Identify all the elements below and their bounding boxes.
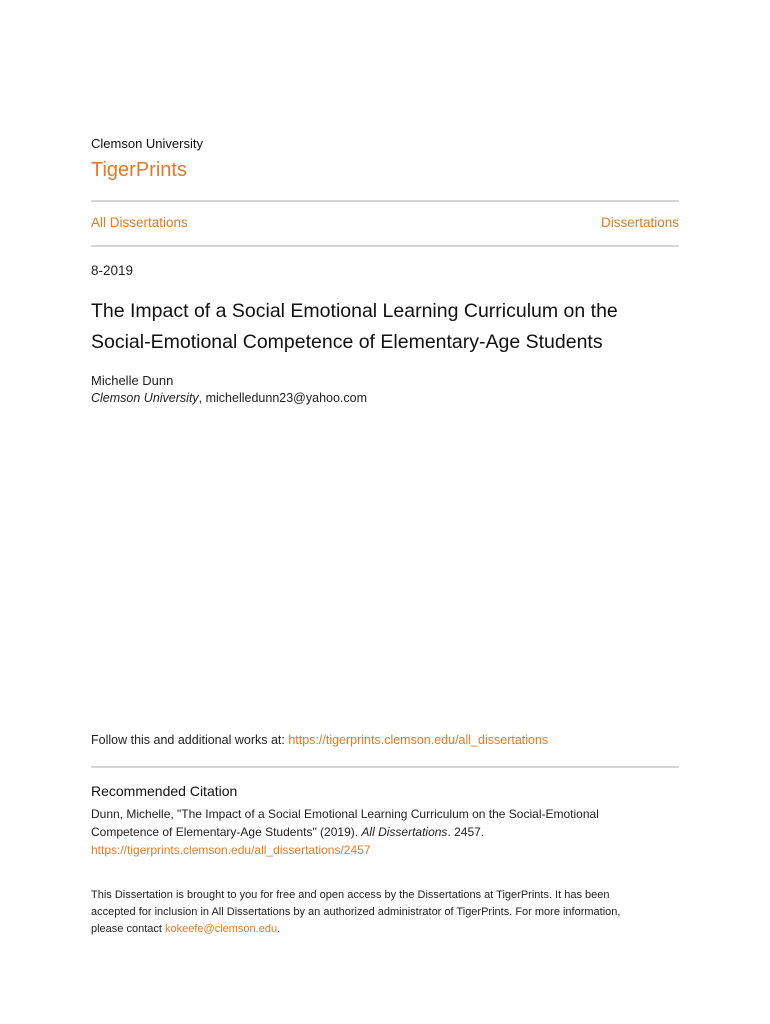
recommended-citation-heading: Recommended Citation <box>91 783 238 799</box>
notice-line-2: accepted for inclusion in All Dissertations by an authorized administrator of TigerPrints. For more information, <box>91 906 621 918</box>
university-name: Clemson University <box>91 136 203 151</box>
author-affiliation <box>91 391 367 405</box>
citation-line-2-suffix: . 2457. <box>447 825 485 839</box>
affiliation-email: , michelledunn23@yahoo.com <box>198 391 368 405</box>
title-line-2: Social-Emotional Competence of Elementary-Age Students <box>91 331 603 353</box>
author-name: Michelle Dunn <box>91 373 174 388</box>
citation-line-1: Dunn, Michelle, "The Impact of a Social Emotional Learning Curriculum on the Social-Emotional <box>91 807 599 821</box>
contact-email-link[interactable]: kokeefe@clemson.edu <box>165 923 278 935</box>
title-line-1: The Impact of a Social Emotional Learning Curriculum on the <box>91 300 618 322</box>
notice-line-3 <box>91 921 679 938</box>
notice-contact-suffix: . <box>277 923 281 935</box>
notice-contact-prefix: please contact <box>91 923 165 935</box>
document-title <box>91 296 679 358</box>
nav-divider <box>91 245 679 247</box>
dissertations-link[interactable]: Dissertations <box>600 215 679 230</box>
citation-divider <box>91 766 679 768</box>
cover-page <box>91 0 679 1024</box>
citation-series: All Dissertations <box>361 825 448 839</box>
access-notice <box>91 887 679 938</box>
all-dissertations-link[interactable]: All Dissertations <box>91 215 188 230</box>
follow-url-link[interactable]: https://tigerprints.clemson.edu/all_dissertations <box>288 733 549 747</box>
follow-works <box>91 733 548 747</box>
follow-prefix: Follow this and additional works at: <box>91 733 289 747</box>
citation-url-link[interactable]: https://tigerprints.clemson.edu/all_dissertations/2457 <box>91 843 371 857</box>
repository-link[interactable]: TigerPrints <box>91 159 187 181</box>
affiliation-institution: Clemson University <box>91 391 199 405</box>
citation-line-2-prefix: Competence of Elementary-Age Students" (2019). <box>91 825 362 839</box>
citation-text <box>91 805 679 859</box>
top-divider <box>91 200 679 202</box>
citation-line-2 <box>91 823 679 841</box>
notice-line-1: This Dissertation is brought to you for free and open access by the Dissertations at TigerPrints. It has been <box>91 889 610 901</box>
publication-date: 8-2019 <box>91 263 134 278</box>
